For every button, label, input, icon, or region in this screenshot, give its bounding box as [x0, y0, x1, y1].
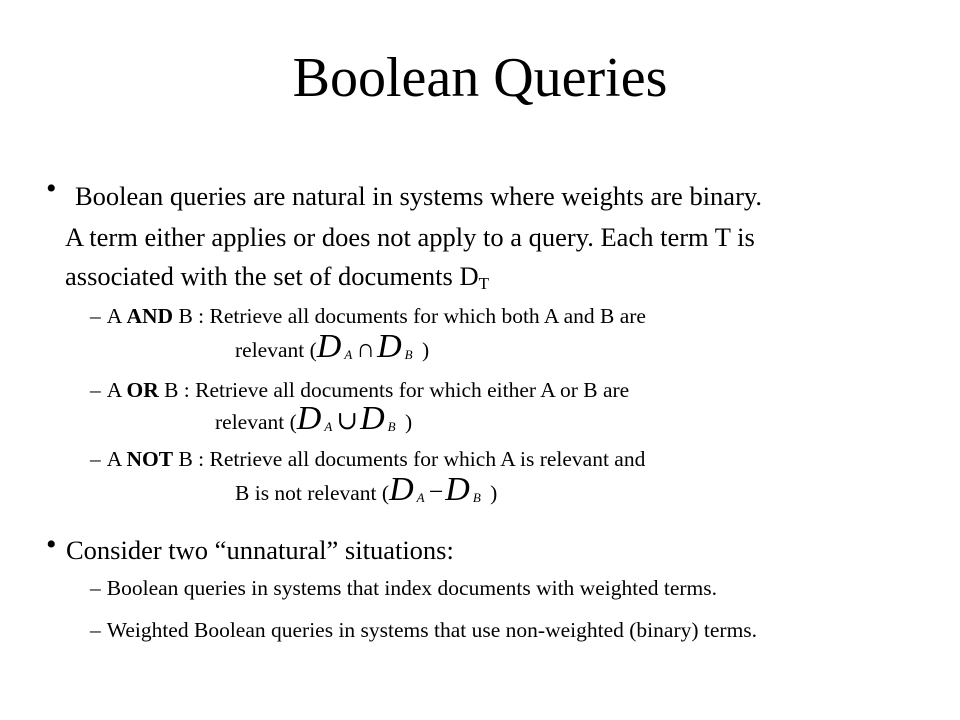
- bullet2-sub1: [90, 575, 717, 602]
- not-item-line2: [235, 471, 498, 509]
- or-formula: D A ∪D B: [296, 400, 396, 437]
- union-symbol: ∪: [336, 406, 359, 435]
- and-item-line1: [90, 303, 646, 330]
- dash-marker: –: [90, 304, 101, 328]
- not-formula: D A −D B: [389, 471, 481, 508]
- not-operator: NOT: [126, 447, 174, 471]
- bullet2-sub2-text: Weighted Boolean queries in systems that use non-weighted (binary) terms.: [106, 618, 758, 642]
- or-description: B : Retrieve all documents for which either A or B are: [158, 378, 630, 402]
- subscript-t: T: [478, 274, 489, 293]
- bullet1-line2: A term either applies or does not apply to a query. Each term T is: [65, 222, 755, 252]
- dash-marker: –: [90, 618, 101, 642]
- bullet-marker: •: [46, 528, 57, 561]
- and-relevant-label: relevant (: [235, 338, 317, 362]
- or-relevant-label: relevant (: [215, 410, 297, 434]
- and-close-paren: ): [416, 338, 430, 362]
- and-item-line2: [235, 328, 430, 366]
- bullet1-line3-text: associated with the set of documents D: [65, 261, 479, 291]
- and-operator: AND: [126, 304, 174, 328]
- not-prefix: A: [106, 447, 127, 471]
- dash-marker: –: [90, 378, 101, 402]
- not-item-line1: [90, 446, 645, 473]
- or-prefix: A: [106, 378, 127, 402]
- not-description: B : Retrieve all documents for which A is relevant and: [173, 447, 646, 471]
- or-close-paren: ): [399, 410, 413, 434]
- slide-title: Boolean Queries: [292, 47, 668, 109]
- bullet1-line1: Boolean queries are natural in systems where weights are binary.: [75, 181, 763, 211]
- or-item-line2: [215, 400, 413, 438]
- and-formula: D A ∩D B: [316, 328, 413, 365]
- or-operator: OR: [126, 378, 159, 402]
- bullet2-text: Consider two “unnatural” situations:: [66, 535, 454, 565]
- minus-symbol: −: [428, 477, 444, 506]
- and-prefix: A: [106, 304, 127, 328]
- and-description: B : Retrieve all documents for which both A and B are: [173, 304, 646, 328]
- not-close-paren: ): [484, 481, 498, 505]
- intersection-symbol: ∩: [356, 334, 376, 363]
- bullet2-sub2: [90, 617, 757, 644]
- bullet2-sub1-text: Boolean queries in systems that index documents with weighted terms.: [106, 576, 718, 600]
- bullet-marker: •: [46, 172, 57, 205]
- bullet1-line3: [65, 260, 489, 296]
- dash-marker: –: [90, 576, 101, 600]
- dash-marker: –: [90, 447, 101, 471]
- not-relevant-label: B is not relevant (: [235, 481, 390, 505]
